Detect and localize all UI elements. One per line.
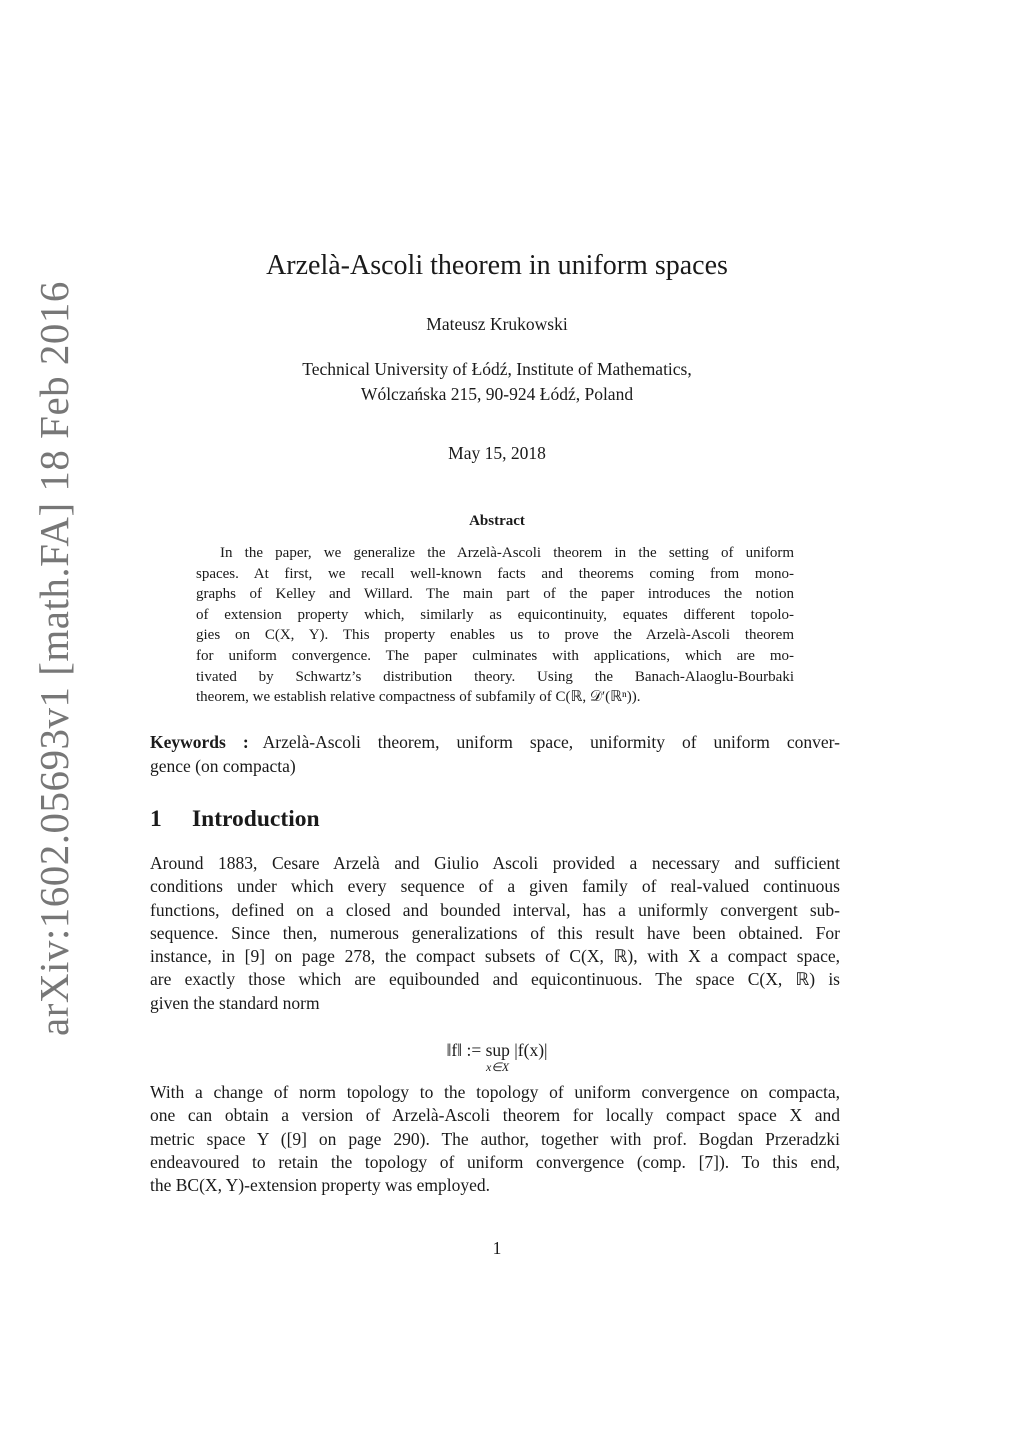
- abstract-line: graphs of Kelley and Willard. The main part of the paper introduces the notion: [196, 586, 794, 603]
- arxiv-identifier: arXiv:1602.05693v1 [math.FA] 18 Feb 2016: [31, 281, 77, 1036]
- keywords-text: Arzelà-Ascoli theorem, uniform space, uniformity of uniform conver-: [262, 732, 840, 752]
- text-line: given the standard norm: [150, 992, 320, 1013]
- text-line: are exactly those which are equibounded and equicontinuous. The space C(X, ℝ) is: [150, 969, 840, 990]
- text-line: sequence. Since then, numerous generalizations of this result have been obtained. For: [150, 922, 840, 943]
- text-line: conditions under which every sequence of a given family of real-valued continuous: [150, 876, 840, 897]
- text-line: one can obtain a version of Arzelà-Ascoli theorem for locally compact space X and: [150, 1105, 840, 1126]
- abstract-body: [196, 543, 794, 708]
- intro-paragraph: [150, 852, 840, 1015]
- author-name: Mateusz Krukowski: [426, 314, 568, 334]
- equation-subscript: x∈X: [486, 1060, 510, 1074]
- section-heading: [150, 806, 320, 833]
- abstract-line: theorem, we establish relative compactness of subfamily of C(ℝ, 𝒟′(ℝⁿ)).: [196, 689, 641, 706]
- text-line: the BC(X, Y)-extension property was employed.: [150, 1175, 491, 1196]
- text-line: functions, defined on a closed and bounded interval, has a uniformly convergent sub-: [150, 899, 840, 920]
- section-title: Introduction: [192, 806, 320, 832]
- intro-paragraph: [150, 1081, 840, 1197]
- abstract-line: In the paper, we generalize the Arzelà-Ascoli theorem in the setting of uniform: [220, 545, 794, 561]
- abstract-line: spaces. At first, we recall well-known facts and theorems coming from mono-: [196, 565, 794, 582]
- text-line: endeavoured to retain the topology of uniform convergence (comp. [7]). To this end,: [150, 1151, 840, 1172]
- text-line: instance, in [9] on page 278, the compact subsets of C(X, ℝ), with X a compact space,: [150, 946, 840, 967]
- keywords: [150, 730, 840, 778]
- abstract-line: gies on C(X, Y). This property enables us to prove the Arzelà-Ascoli theorem: [196, 627, 794, 644]
- keywords-line: [150, 730, 840, 754]
- text-line: Around 1883, Cesare Arzelà and Giulio Ascoli provided a necessary and sufficient: [150, 853, 840, 873]
- keywords-label: Keywords :: [150, 732, 249, 752]
- text-line: With a change of norm topology to the topology of uniform convergence on compacta,: [150, 1082, 840, 1102]
- affiliation: [0, 357, 994, 407]
- abstract-line: of extension property which, similarly as equicontinuity, equates different topolo-: [196, 606, 794, 623]
- paper-title: Arzelà-Ascoli theorem in uniform spaces: [266, 250, 728, 281]
- abstract-line: tivated by Schwartz’s distribution theory. Using the Banach-Alaoglu-Bourbaki: [196, 668, 794, 685]
- affiliation-line: Technical University of Łódź, Institute of Mathematics,: [302, 359, 692, 379]
- text-line: metric space Y ([9] on page 290). The author, together with prof. Bogdan Przeradzki: [150, 1128, 840, 1149]
- abstract-heading: Abstract: [469, 513, 525, 529]
- norm-equation: ‖f‖ := sup |f(x)|: [446, 1040, 548, 1060]
- section-number: 1: [150, 806, 162, 832]
- paper-date: May 15, 2018: [448, 443, 546, 463]
- abstract-line: for uniform convergence. The paper culminates with applications, which are mo-: [196, 647, 794, 664]
- page-number: 1: [492, 1238, 502, 1258]
- keywords-line: gence (on compacta): [150, 756, 296, 776]
- affiliation-line: Wólczańska 215, 90-924 Łódź, Poland: [360, 384, 634, 404]
